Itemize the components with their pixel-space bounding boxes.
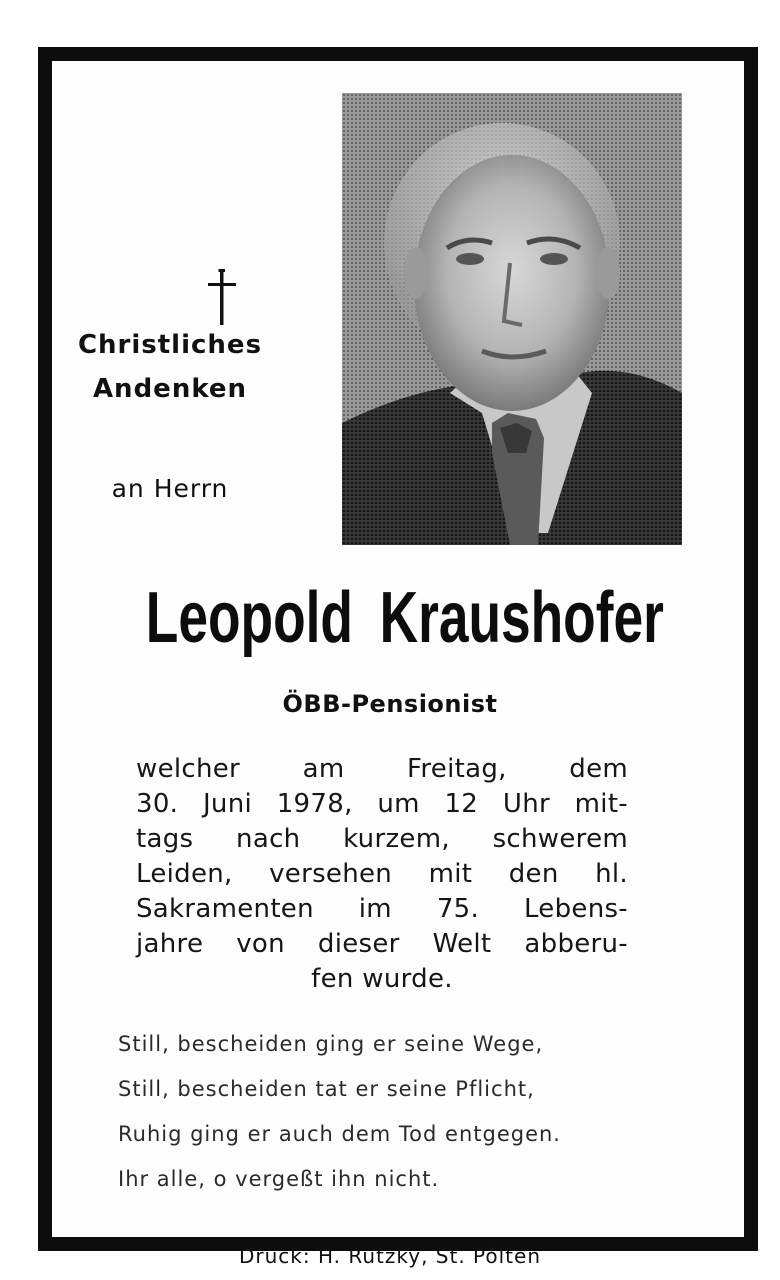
verse-line: Still, bescheiden ging er seine Wege, xyxy=(118,1032,544,1056)
printer-credit: Druck: H. Rutzky, St. Pölten xyxy=(238,1244,542,1268)
obituary-line: Leiden, versehen mit den hl. xyxy=(136,859,628,889)
obituary-line: jahre von dieser Welt abberu- xyxy=(136,929,628,959)
cross-icon xyxy=(200,267,244,327)
obituary-line: Sakramenten im 75. Lebens- xyxy=(136,894,628,924)
obituary-line: tags nach kurzem, schwerem xyxy=(136,824,628,854)
obituary-line: fen wurde. xyxy=(311,964,453,994)
deceased-name: Leopold Kraushofer xyxy=(145,578,664,658)
salutation: an Herrn xyxy=(111,474,229,503)
verse-line: Ruhig ging er auch dem Tod entgegen. xyxy=(118,1122,561,1146)
heading-line-1: Christliches xyxy=(77,330,263,360)
memorial-verse xyxy=(118,1022,658,1202)
verse-line: Still, bescheiden tat er seine Pflicht, xyxy=(118,1077,535,1101)
portrait-photo xyxy=(342,93,682,545)
obituary-text xyxy=(136,752,628,997)
obituary-line: welcher am Freitag, dem xyxy=(136,754,628,784)
verse-line: Ihr alle, o vergeßt ihn nicht. xyxy=(118,1167,440,1191)
portrait-image xyxy=(342,93,682,545)
heading-line-2: Andenken xyxy=(92,374,248,404)
obituary-line: 30. Juni 1978, um 12 Uhr mit- xyxy=(136,789,628,819)
profession: ÖBB-Pensionist xyxy=(282,690,498,718)
